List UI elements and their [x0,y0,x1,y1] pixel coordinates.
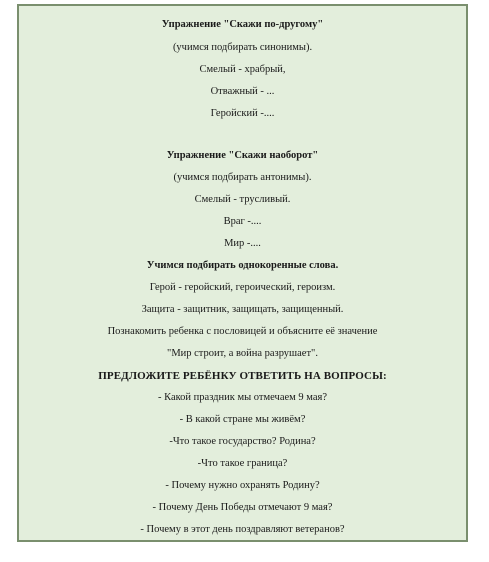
antonym-line-3: Мир -.... [224,238,261,249]
cognates-title: Учимся подбирать однокоренные слова. [146,260,339,271]
antonym-line-2: Враг -.... [223,216,262,227]
proverb-text: "Мир строит, а война разрушает". [167,348,318,359]
antonyms-subtitle: (учимся подбирать антонимы). [173,172,312,183]
synonyms-subtitle: (учимся подбирать синонимы). [172,42,313,53]
synonym-line-1: Смелый - храбрый, [199,64,286,75]
cognate-line-1: Герой - геройский, героический, героизм. [149,282,336,293]
question-3: -Что такое государство? Родина? [169,436,316,447]
question-7: - Почему в этот день поздравляют ветеранов? [140,524,345,535]
antonym-line-1: Смелый - трусливый. [194,194,291,205]
cognate-line-2: Защита - защитник, защищать, защищенный. [141,304,344,315]
synonym-line-2: Отважный - ... [210,86,275,97]
question-5: - Почему нужно охранять Родину? [165,480,320,491]
question-6: - Почему День Победы отмечают 9 мая? [152,502,333,513]
questions-heading: ПРЕДЛОЖИТЕ РЕБЁНКУ ОТВЕТИТЬ НА ВОПРОСЫ: [98,370,387,382]
worksheet-page [17,4,468,542]
question-4: -Что такое граница? [197,458,288,469]
synonyms-exercise-title: Упражнение "Скажи по-другому" [161,19,324,30]
synonym-line-3: Геройский -.... [210,108,275,119]
antonyms-exercise-title: Упражнение "Скажи наоборот" [166,150,319,161]
question-2: - В какой стране мы живём? [179,414,306,425]
question-1: - Какой праздник мы отмечаем 9 мая? [157,392,328,403]
proverb-instruction: Познакомить ребенка с пословицей и объясните её значение [107,326,378,337]
